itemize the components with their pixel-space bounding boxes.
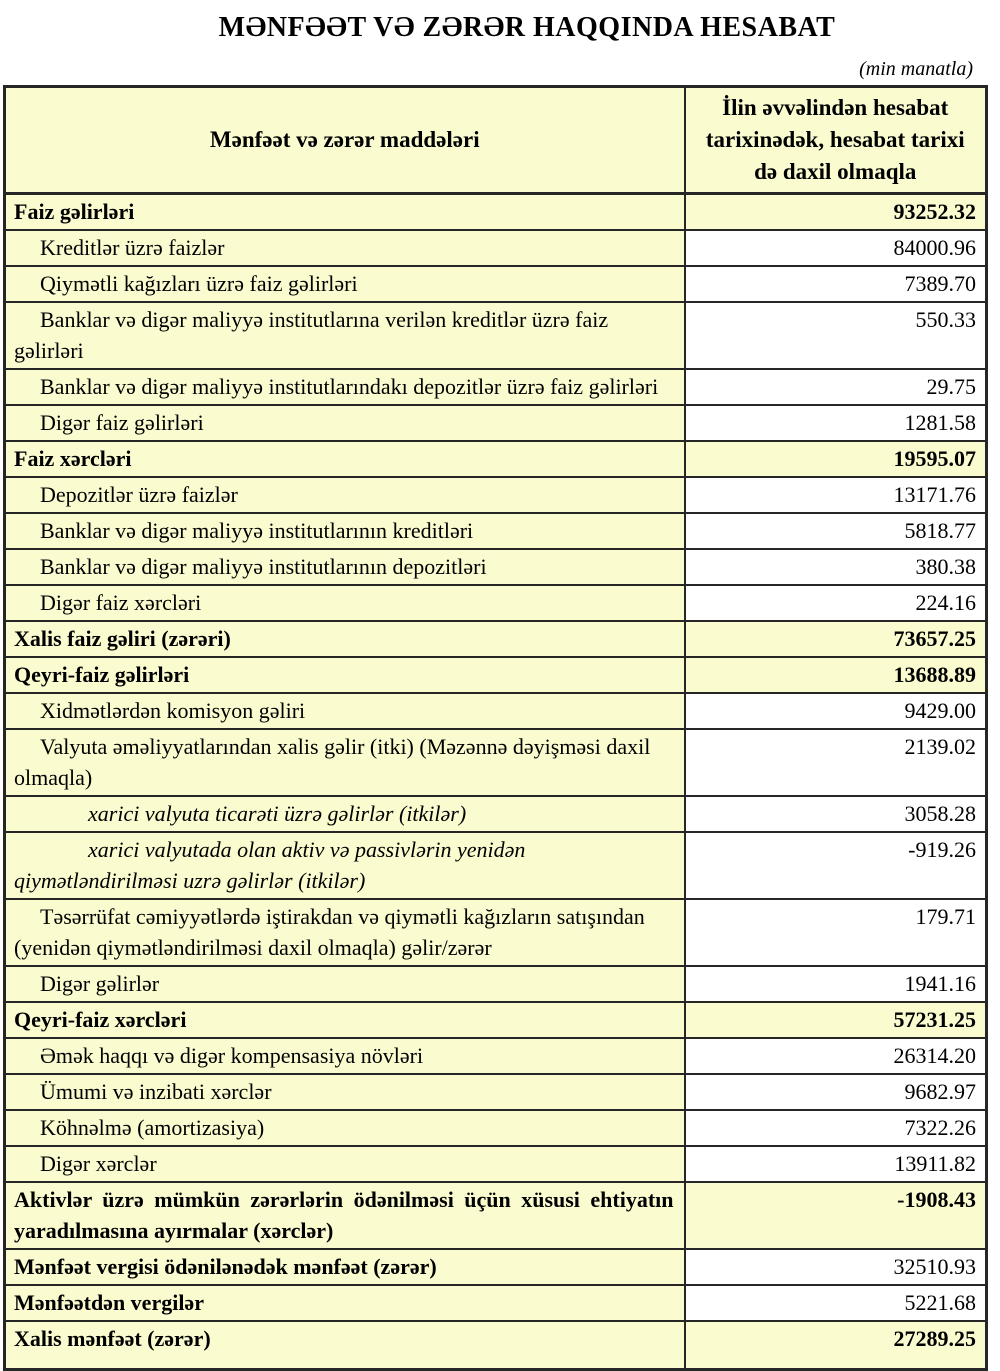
table-row [5, 796, 987, 832]
row-value: 13171.76 [685, 477, 987, 513]
row-value: 9682.97 [685, 1074, 987, 1110]
table-row [5, 621, 987, 657]
row-value: 5221.68 [685, 1285, 987, 1321]
row-label: Faiz xərcləri [5, 441, 685, 477]
row-value: 7389.70 [685, 266, 987, 302]
row-label: Qeyri-faiz gəlirləri [5, 657, 685, 693]
table-row [5, 1321, 987, 1370]
table-row [5, 657, 987, 693]
page-title: MƏNFƏƏT VƏ ZƏRƏR HAQQINDA HESABAT [218, 12, 836, 43]
row-label: Təsərrüfat cəmiyyətlərdə iştirakdan və qiymətli kağızların satışından (yenidən qiymətləndirilməsi daxil olmaqla) gəlir/zərər [5, 899, 685, 966]
row-label: Digər xərclər [5, 1146, 685, 1182]
row-value: 73657.25 [685, 621, 987, 657]
row-label: Qiymətli kağızları üzrə faiz gəlirləri [5, 266, 685, 302]
row-label: Mənfəət vergisi ödənilənədək mənfəət (zərər) [5, 1249, 685, 1285]
row-label: Mənfəətdən vergilər [5, 1285, 685, 1321]
table-row [5, 405, 987, 441]
table-row [5, 302, 987, 369]
row-value: 1941.16 [685, 966, 987, 1002]
row-value: 3058.28 [685, 796, 987, 832]
row-label: Qeyri-faiz xərcləri [5, 1002, 685, 1038]
row-value: 2139.02 [685, 729, 987, 796]
table-row [5, 549, 987, 585]
row-value: 27289.25 [685, 1321, 987, 1370]
row-value: 13911.82 [685, 1146, 987, 1182]
table-row [5, 585, 987, 621]
table-row [5, 1002, 987, 1038]
row-label: Banklar və digər maliyyə institutlarındakı depozitlər üzrə faiz gəlirləri [5, 369, 685, 405]
items-column-header: Mənfəət və zərər maddələri [5, 87, 685, 194]
table-row [5, 194, 987, 231]
row-value: 26314.20 [685, 1038, 987, 1074]
table-row [5, 441, 987, 477]
row-value: 380.38 [685, 549, 987, 585]
table-body [5, 194, 987, 1370]
row-value: 29.75 [685, 369, 987, 405]
row-value: 93252.32 [685, 194, 987, 231]
table-row [5, 693, 987, 729]
row-value: 1281.58 [685, 405, 987, 441]
row-value: 13688.89 [685, 657, 987, 693]
table-row [5, 230, 987, 266]
table-row [5, 899, 987, 966]
row-label: Banklar və digər maliyyə institutlarının depozitləri [5, 549, 685, 585]
table-row [5, 369, 987, 405]
row-label: Digər faiz xərcləri [5, 585, 685, 621]
row-value: 19595.07 [685, 441, 987, 477]
row-label: Valyuta əməliyyatlarından xalis gəlir (itki) (Məzənnə dəyişməsi daxil olmaqla) [5, 729, 685, 796]
row-label: Digər gəlirlər [5, 966, 685, 1002]
table-row [5, 1249, 987, 1285]
row-value: -919.26 [685, 832, 987, 899]
table-row [5, 1110, 987, 1146]
table-row [5, 1182, 987, 1249]
table-row [5, 1146, 987, 1182]
table-row [5, 1038, 987, 1074]
row-label: Xidmətlərdən komisyon gəliri [5, 693, 685, 729]
row-label: Depozitlər üzrə faizlər [5, 477, 685, 513]
row-value: -1908.43 [685, 1182, 987, 1249]
row-value: 7322.26 [685, 1110, 987, 1146]
row-label: Banklar və digər maliyyə institutlarının kreditləri [5, 513, 685, 549]
table-row [5, 832, 987, 899]
profit-loss-table [3, 85, 988, 1371]
row-label: Banklar və digər maliyyə institutlarına verilən kreditlər üzrə faiz gəlirləri [5, 302, 685, 369]
table-row [5, 966, 987, 1002]
row-label: xarici valyuta ticarəti üzrə gəlirlər (itkilər) [5, 796, 685, 832]
row-value: 32510.93 [685, 1249, 987, 1285]
table-row [5, 477, 987, 513]
table-row [5, 1074, 987, 1110]
row-label: Əmək haqqı və digər kompensasiya növləri [5, 1038, 685, 1074]
row-label: xarici valyutada olan aktiv və passivlərin yenidən qiymətləndirilməsi uzrə gəlirlər (itkilər) [5, 832, 685, 899]
table-row [5, 513, 987, 549]
unit-note: (min manatla) [859, 58, 973, 80]
table-row [5, 729, 987, 796]
row-label: Aktivlər üzrə mümkün zərərlərin ödənilməsi üçün xüsusi ehtiyatın yaradılmasına ayırmalar (xərclər) [5, 1182, 685, 1249]
row-value: 5818.77 [685, 513, 987, 549]
row-label: Kreditlər üzrə faizlər [5, 230, 685, 266]
table-row [5, 266, 987, 302]
row-value: 224.16 [685, 585, 987, 621]
row-label: Ümumi və inzibati xərclər [5, 1074, 685, 1110]
value-column-header: İlin əvvəlindən hesabat tarixinədək, hesabat tarixi də daxil olmaqla [685, 87, 987, 194]
table-header-row [5, 87, 987, 194]
row-label: Xalis mənfəət (zərər) [5, 1321, 685, 1370]
row-value: 179.71 [685, 899, 987, 966]
row-value: 84000.96 [685, 230, 987, 266]
row-label: Köhnəlmə (amortizasiya) [5, 1110, 685, 1146]
row-value: 550.33 [685, 302, 987, 369]
row-value: 9429.00 [685, 693, 987, 729]
row-label: Digər faiz gəlirləri [5, 405, 685, 441]
row-label: Faiz gəlirləri [5, 194, 685, 231]
table-row [5, 1285, 987, 1321]
row-label: Xalis faiz gəliri (zərəri) [5, 621, 685, 657]
row-value: 57231.25 [685, 1002, 987, 1038]
